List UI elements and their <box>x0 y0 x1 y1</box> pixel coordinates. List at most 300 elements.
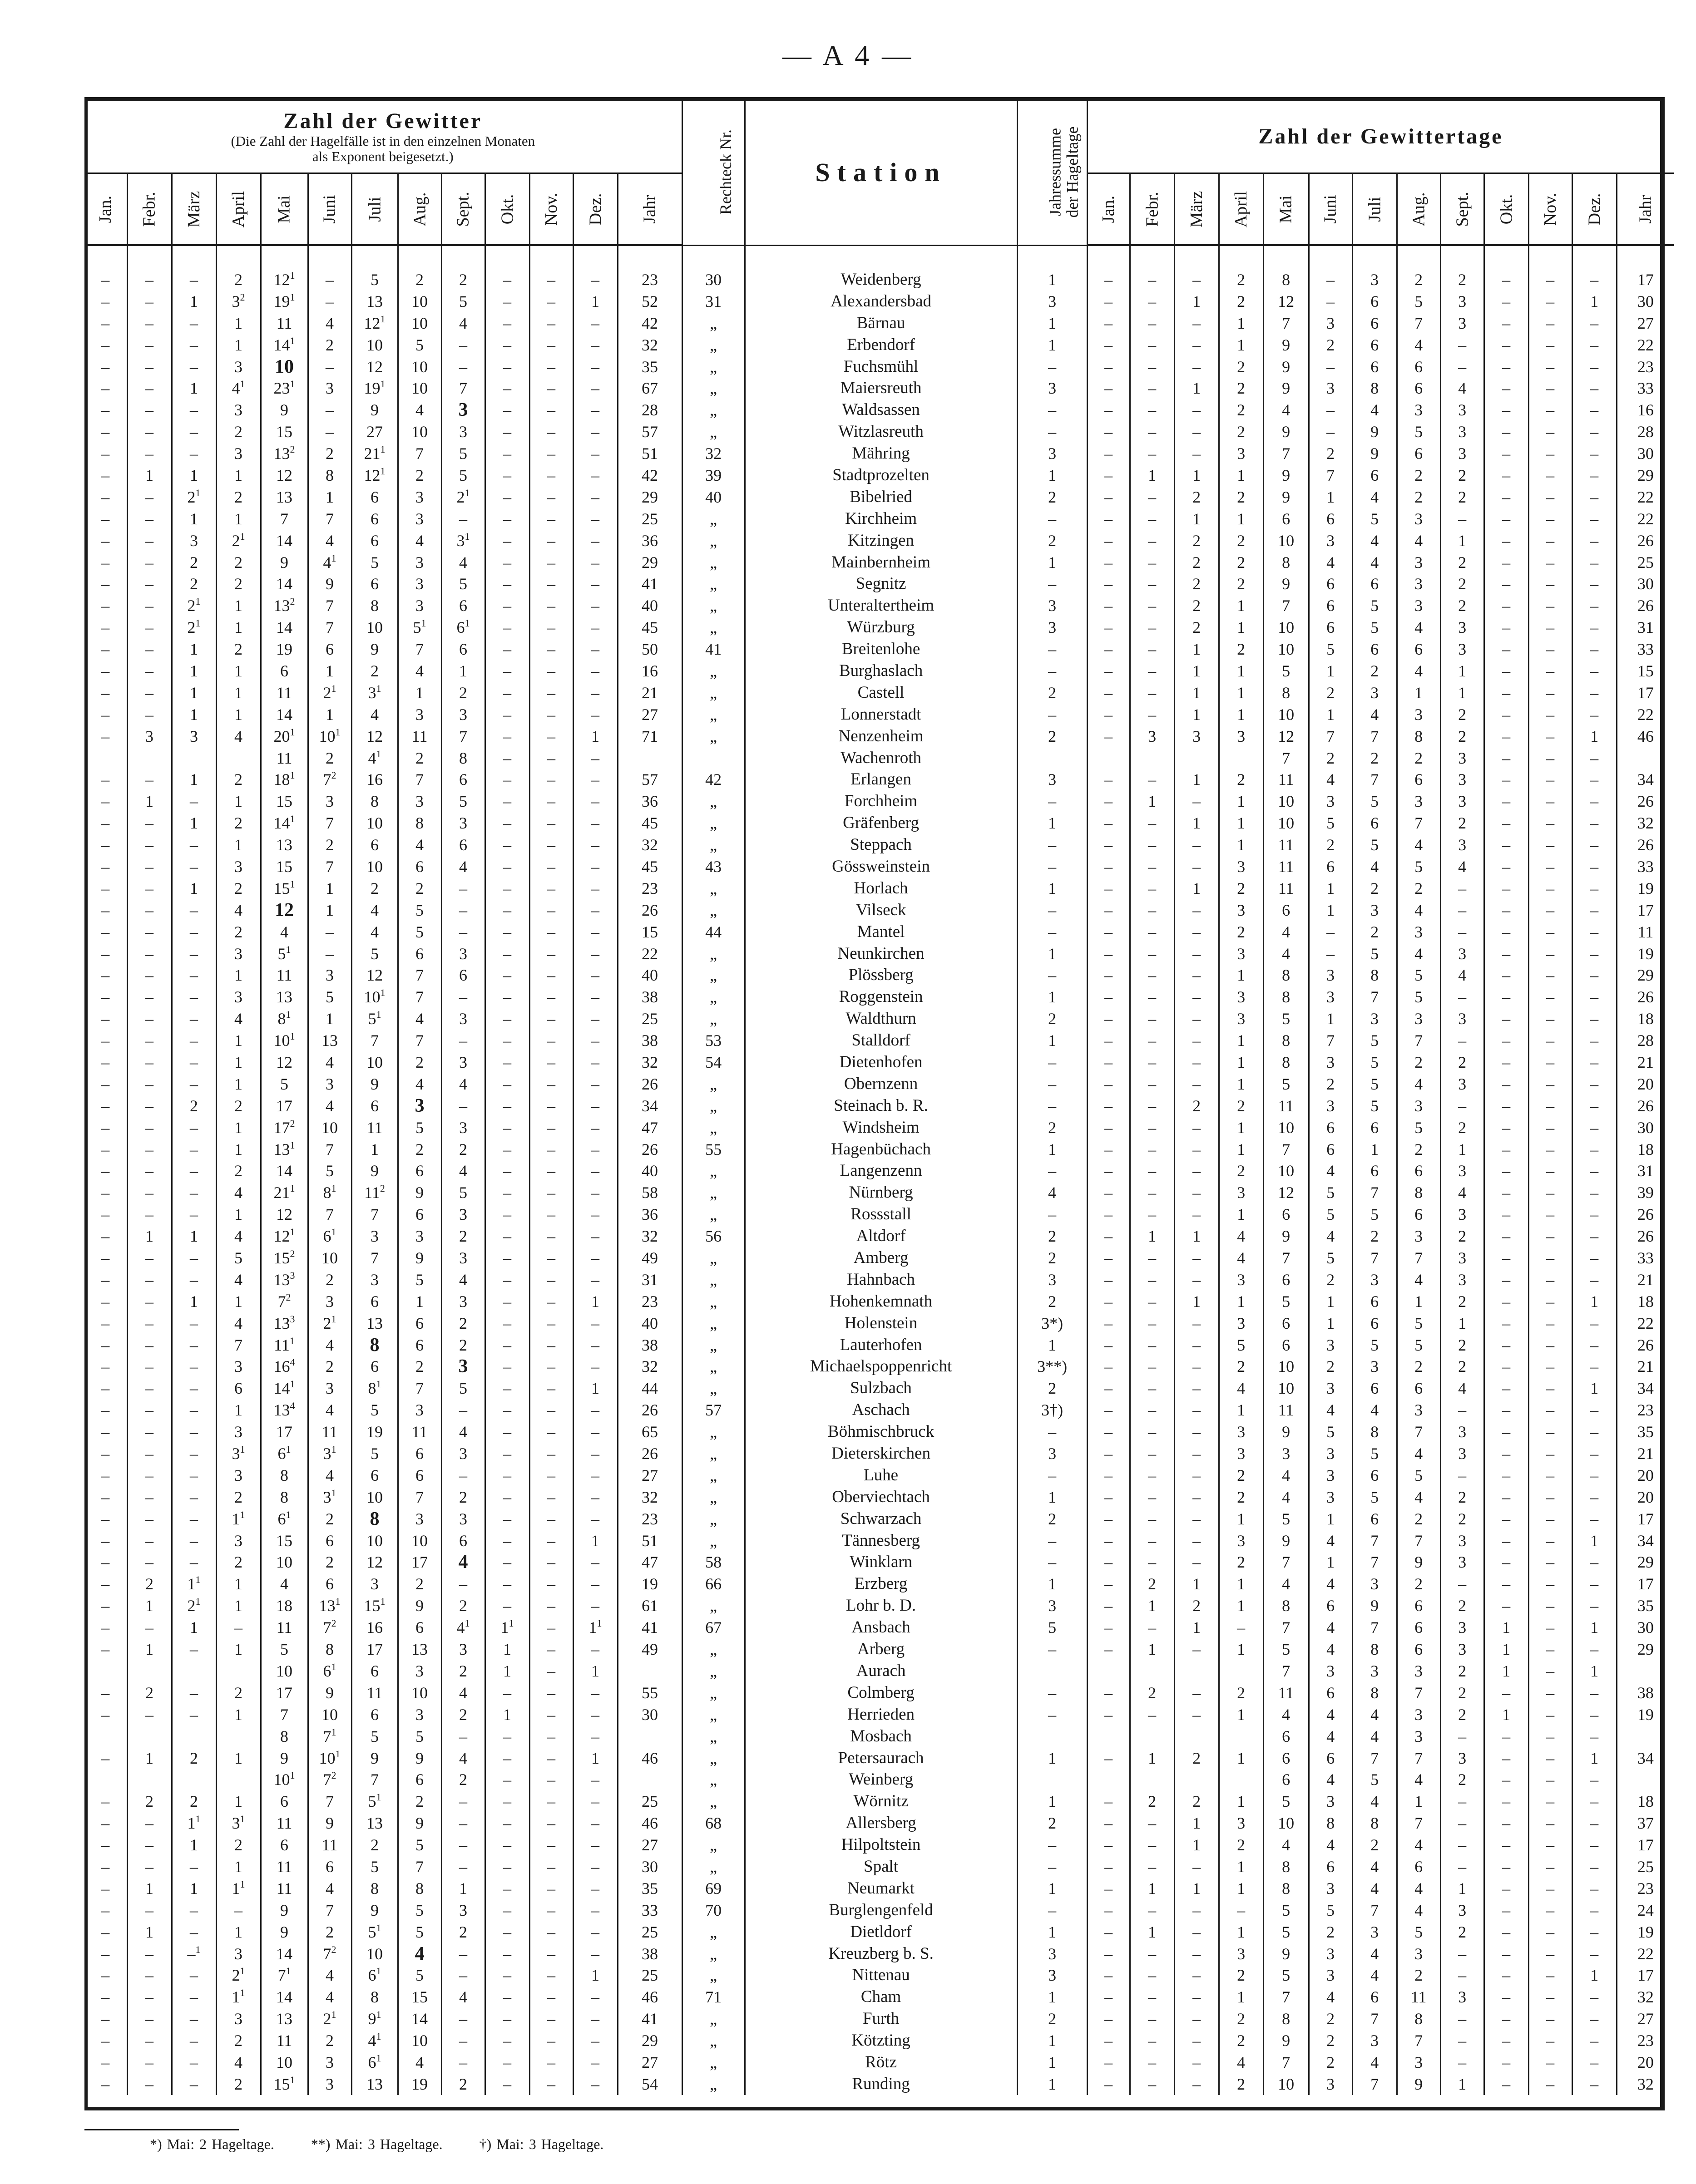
table-cell: – <box>1174 1986 1219 2008</box>
table-cell: – <box>84 1291 127 1312</box>
table-cell: 3 <box>1219 1443 1263 1464</box>
table-cell: „ <box>682 986 745 1008</box>
left-month-label: Febr. <box>140 191 159 227</box>
table-cell: – <box>127 595 172 616</box>
table-cell: – <box>127 986 172 1008</box>
table-cell: 5 <box>1219 1334 1263 1356</box>
table-cell: – <box>1484 595 1528 616</box>
table-cell: 23 <box>618 878 682 899</box>
table-cell: – <box>1130 399 1174 421</box>
table-cell: $7^2$ <box>261 1291 308 1312</box>
table-cell: 10 <box>1263 638 1309 660</box>
table-cell: 3 <box>216 1943 261 1965</box>
table-cell: 12 <box>261 899 308 921</box>
table-cell: – <box>485 2008 529 2030</box>
station-cell: Neunkirchen <box>745 943 1017 965</box>
table-cell: – <box>485 943 529 965</box>
table-cell: 7 <box>1352 1552 1397 1573</box>
table-cell: 3 <box>216 2008 261 2030</box>
table-cell: – <box>1017 1464 1087 1486</box>
table-cell: – <box>573 965 618 986</box>
table-cell: 2 <box>1309 1269 1352 1291</box>
table-cell: – <box>573 1464 618 1486</box>
table-cell: 2 <box>308 1269 351 1291</box>
table-cell: $6^1$ <box>308 1660 351 1682</box>
table-cell: 6 <box>1397 769 1440 790</box>
table-cell: – <box>1484 1073 1528 1095</box>
table-cell: – <box>1174 1638 1219 1660</box>
table-cell: 1 <box>1174 1617 1219 1638</box>
table-cell: 1 <box>308 660 351 682</box>
station-cell: Arberg <box>745 1638 1017 1660</box>
table-cell: $4^1$ <box>351 747 398 769</box>
table-cell: 5 <box>1352 1030 1397 1051</box>
table-cell: 2 <box>1219 1486 1263 1508</box>
table-cell <box>1087 1726 1130 1747</box>
table-cell: 6 <box>1309 1595 1352 1617</box>
table-cell: 1 <box>216 1747 261 1769</box>
table-cell: 4 <box>1397 1899 1440 1921</box>
table-cell: 2 <box>216 1682 261 1704</box>
table-cell: – <box>1484 399 1528 421</box>
table-cell: 4 <box>1440 377 1484 399</box>
table-cell: – <box>573 856 618 878</box>
table-cell: – <box>172 1856 216 1878</box>
table-cell: 4 <box>1352 704 1397 725</box>
table-cell: – <box>127 573 172 595</box>
table-cell: 6 <box>398 1203 441 1225</box>
table-cell: 8 <box>1352 1421 1397 1443</box>
table-cell: 28 <box>1637 423 1654 441</box>
table-cell: – <box>1130 1812 1174 1834</box>
table-cell: 2 <box>1219 2073 1263 2095</box>
table-cell: – <box>1572 856 1617 878</box>
right-month-header <box>1528 173 1572 246</box>
table-cell: – <box>1017 1203 1087 1225</box>
table-cell: – <box>573 1682 618 1704</box>
table-cell: 11 <box>261 1856 308 1878</box>
table-cell: – <box>1017 1421 1087 1443</box>
table-row <box>84 399 1674 421</box>
table-cell: „ <box>682 682 745 704</box>
table-cell: – <box>216 1899 261 1921</box>
table-cell: 5 <box>1352 1051 1397 1073</box>
table-cell: 7 <box>441 377 485 399</box>
table-cell: – <box>1572 1486 1617 1508</box>
table-cell: – <box>1174 1117 1219 1139</box>
table-cell: – <box>485 421 529 443</box>
table-cell: 1 <box>216 704 261 725</box>
table-cell: – <box>1528 573 1572 595</box>
table-cell: 1 <box>1219 1051 1263 1073</box>
table-cell: 7 <box>1263 1139 1309 1160</box>
table-cell: „ <box>682 899 745 921</box>
table-cell: – <box>1484 878 1528 899</box>
table-cell: – <box>573 377 618 399</box>
table-row <box>84 334 1674 356</box>
table-cell: – <box>529 508 573 530</box>
table-cell: – <box>529 1464 573 1486</box>
table-cell: 7 <box>308 1203 351 1225</box>
table-cell: $1^1$ <box>216 1986 261 2008</box>
table-cell: – <box>1572 1421 1617 1443</box>
table-cell: – <box>1484 660 1528 682</box>
table-cell: 2 <box>308 1552 351 1573</box>
table-cell: 3 <box>1397 921 1440 943</box>
table-cell: – <box>1130 1530 1174 1552</box>
table-cell: 8 <box>398 812 441 834</box>
table-cell: 30 <box>618 1856 682 1878</box>
table-cell: 26 <box>1637 792 1654 811</box>
table-cell: – <box>441 2008 485 2030</box>
table-cell: 3 <box>1174 725 1219 747</box>
table-cell: – <box>441 1790 485 1812</box>
table-cell: 4 <box>1309 1225 1352 1247</box>
table-cell: – <box>1087 1334 1130 1356</box>
table-cell: 6 <box>398 1617 441 1638</box>
table-cell: 9 <box>308 573 351 595</box>
table-cell: – <box>485 2030 529 2051</box>
table-cell: – <box>1130 1051 1174 1073</box>
table-cell: 2 <box>1219 552 1263 573</box>
table-cell: 2 <box>441 1704 485 1726</box>
table-cell: – <box>1130 1073 1174 1095</box>
table-row <box>84 552 1674 573</box>
table-cell: – <box>1572 443 1617 464</box>
table-cell: 2 <box>1219 486 1263 508</box>
rechteck-header <box>682 100 745 245</box>
table-cell: 4 <box>1397 530 1440 552</box>
table-cell: 3 <box>398 1508 441 1530</box>
table-cell: 1 <box>1174 769 1219 790</box>
table-cell: – <box>573 1595 618 1617</box>
table-cell: 41 <box>618 2008 682 2030</box>
table-cell: 2 <box>1219 1356 1263 1378</box>
table-row <box>84 269 1674 291</box>
table-cell: 7 <box>1397 1421 1440 1443</box>
table-cell: 1 <box>216 595 261 616</box>
table-cell: – <box>1484 769 1528 790</box>
table-cell: „ <box>682 1008 745 1030</box>
table-cell: 3 <box>1440 1421 1484 1443</box>
table-cell: 4 <box>216 1225 261 1247</box>
table-cell: 12 <box>261 1203 308 1225</box>
table-cell: 3 <box>216 399 261 421</box>
table-cell: 55 <box>618 1682 682 1704</box>
table-cell: 1 <box>1572 725 1617 747</box>
table-cell: 20 <box>1637 1075 1654 1093</box>
table-cell: – <box>573 1769 618 1790</box>
table-cell: – <box>1572 1726 1617 1747</box>
table-cell: $5^1$ <box>351 1008 398 1030</box>
table-cell: – <box>529 943 573 965</box>
table-cell: 3 <box>1219 943 1263 965</box>
table-cell: – <box>84 1160 127 1182</box>
table-row <box>84 1160 1674 1182</box>
table-cell: 7 <box>351 1769 398 1790</box>
station-cell: Erbendorf <box>745 334 1017 356</box>
table-cell: 2 <box>1174 1747 1219 1769</box>
table-cell: 26 <box>1637 597 1654 615</box>
table-cell: – <box>84 1986 127 2008</box>
table-cell: – <box>308 421 351 443</box>
table-cell: 2 <box>172 1790 216 1812</box>
table-cell: 1 <box>1572 1530 1617 1552</box>
table-cell: 4 <box>216 1182 261 1203</box>
table-cell: 2 <box>1219 399 1263 421</box>
table-cell: – <box>1087 1834 1130 1856</box>
table-cell <box>84 1660 127 1682</box>
table-cell: – <box>1130 1943 1174 1965</box>
table-cell: „ <box>682 573 745 595</box>
table-cell: 3 <box>441 812 485 834</box>
table-cell: 1 <box>1130 1921 1174 1943</box>
table-cell: 53 <box>682 1030 745 1051</box>
table-cell: 2 <box>1352 660 1397 682</box>
table-cell: 4 <box>1263 943 1309 965</box>
table-cell: 1 <box>172 638 216 660</box>
table-cell: 12 <box>1263 725 1309 747</box>
table-cell: 4 <box>308 1399 351 1421</box>
table-cell: 4 <box>308 1051 351 1073</box>
table-cell: 3 <box>1017 1595 1087 1617</box>
table-cell: 3 <box>1219 443 1263 464</box>
table-cell: 5 <box>441 790 485 812</box>
table-cell: – <box>1130 1139 1174 1160</box>
table-cell: – <box>308 356 351 378</box>
left-month-label: Mai <box>275 195 294 223</box>
table-cell: – <box>485 1530 529 1552</box>
table-cell: 7 <box>1263 443 1309 464</box>
table-cell: „ <box>682 790 745 812</box>
table-cell: – <box>84 1530 127 1552</box>
table-cell: 5 <box>1397 1334 1440 1356</box>
table-cell: – <box>1017 1856 1087 1878</box>
table-row <box>84 1769 1674 1790</box>
table-cell: 5 <box>1263 1964 1309 1986</box>
table-cell: – <box>172 1921 216 1943</box>
table-row <box>84 356 1674 378</box>
table-cell: 7 <box>1263 1986 1309 2008</box>
table-cell: 54 <box>618 2073 682 2095</box>
table-cell: $10^1$ <box>261 1769 308 1790</box>
table-row <box>84 812 1674 834</box>
table-cell: 34 <box>1637 1749 1654 1767</box>
table-cell: 15 <box>261 1530 308 1552</box>
station-cell: Allersberg <box>745 1812 1017 1834</box>
table-cell: – <box>485 1356 529 1378</box>
table-cell: 2 <box>1219 1095 1263 1117</box>
right-month-label: Mai <box>1276 195 1296 223</box>
table-cell: 7 <box>1352 1182 1397 1203</box>
table-cell: – <box>84 1486 127 1508</box>
table-cell: 1 <box>1219 1704 1263 1726</box>
table-cell: 23 <box>1637 1879 1654 1898</box>
table-cell: – <box>1130 1203 1174 1225</box>
table-cell: – <box>1484 1769 1528 1790</box>
table-cell: 2 <box>216 1095 261 1117</box>
table-cell: 49 <box>618 1638 682 1660</box>
table-cell: – <box>84 1812 127 1834</box>
station-cell: Weidenberg <box>745 269 1017 291</box>
table-cell: – <box>1017 899 1087 921</box>
table-cell: – <box>1017 704 1087 725</box>
station-cell: Oberviechtach <box>745 1486 1017 1508</box>
table-cell: 5 <box>1397 965 1440 986</box>
left-subtitle-1: (Die Zahl der Hagelfälle ist in den einzelnen Monaten <box>231 133 535 149</box>
table-cell: 25 <box>618 508 682 530</box>
table-cell: 3 <box>1397 1704 1440 1726</box>
table-cell: 1 <box>216 1856 261 1878</box>
station-cell: Bärnau <box>745 312 1017 334</box>
table-cell: – <box>1528 269 1572 291</box>
table-row <box>84 1356 1674 1378</box>
table-cell: $8^1$ <box>351 1377 398 1399</box>
table-cell: – <box>573 1356 618 1378</box>
table-cell: 21 <box>1637 1357 1654 1376</box>
table-cell: 25 <box>1637 1857 1654 1876</box>
table-cell: 6 <box>351 1095 398 1117</box>
station-cell: Mantel <box>745 921 1017 943</box>
table-cell: – <box>1484 1291 1528 1312</box>
table-cell: – <box>1130 638 1174 660</box>
table-cell: 3 <box>308 1291 351 1312</box>
table-cell: 6 <box>1309 1139 1352 1160</box>
table-cell: 2 <box>1440 269 1484 291</box>
table-cell: 3 <box>398 1660 441 1682</box>
table-cell: 3 <box>398 486 441 508</box>
table-cell: – <box>1572 1986 1617 2008</box>
table-cell: 5 <box>1352 616 1397 638</box>
table-cell: – <box>172 1552 216 1573</box>
table-cell: 4 <box>398 399 441 421</box>
table-cell: – <box>1528 1834 1572 1856</box>
table-cell: 6 <box>1397 377 1440 399</box>
right-month-label: Febr. <box>1142 191 1162 227</box>
table-cell: 1 <box>308 899 351 921</box>
table-cell: 29 <box>1637 1640 1654 1659</box>
table-cell: $6^1$ <box>441 616 485 638</box>
table-cell: 6 <box>1397 1377 1440 1399</box>
table-cell: – <box>1174 1269 1219 1291</box>
table-cell: 3 <box>1440 769 1484 790</box>
table-cell: – <box>127 1530 172 1552</box>
table-cell: – <box>1528 943 1572 965</box>
table-cell: „ <box>682 812 745 834</box>
table-cell: 2 <box>216 573 261 595</box>
table-cell: – <box>127 1051 172 1073</box>
table-cell: 11 <box>1263 1095 1309 1117</box>
table-cell: – <box>127 2051 172 2073</box>
table-cell: 2 <box>216 269 261 291</box>
table-cell: – <box>127 1617 172 1638</box>
table-cell: – <box>485 986 529 1008</box>
table-cell: 19 <box>618 1573 682 1595</box>
table-cell: 16 <box>351 1617 398 1638</box>
table-cell: – <box>1087 1356 1130 1378</box>
table-cell: 11 <box>261 2030 308 2051</box>
table-cell: 13 <box>351 1312 398 1334</box>
table-cell: $5^1$ <box>261 943 308 965</box>
table-cell: 13 <box>261 486 308 508</box>
table-cell: – <box>529 1312 573 1334</box>
table-cell: – <box>1130 1312 1174 1334</box>
table-cell: 3 <box>441 704 485 725</box>
table-cell: 1 <box>1130 1878 1174 1899</box>
table-cell: 5 <box>398 1117 441 1139</box>
station-cell: Lauterhofen <box>745 1334 1017 1356</box>
table-row <box>84 943 1674 965</box>
table-cell: – <box>529 747 573 769</box>
table-cell: – <box>1309 921 1352 943</box>
table-cell: 56 <box>682 1225 745 1247</box>
table-cell: – <box>1017 1530 1087 1552</box>
table-cell: 1 <box>1309 486 1352 508</box>
table-cell: 5 <box>1352 1334 1397 1356</box>
table-cell: – <box>127 1834 172 1856</box>
table-cell: – <box>1528 704 1572 725</box>
table-cell: – <box>1087 1247 1130 1269</box>
table-cell: 40 <box>618 1160 682 1182</box>
station-cell: Burglengenfeld <box>745 1899 1017 1921</box>
table-cell: 13 <box>398 1638 441 1660</box>
table-cell: 7 <box>308 856 351 878</box>
table-cell: – <box>127 1008 172 1030</box>
table-cell: – <box>529 1203 573 1225</box>
table-row <box>84 1986 1674 2008</box>
table-cell: – <box>127 1356 172 1378</box>
table-cell: – <box>84 552 127 573</box>
table-cell: 34 <box>618 1095 682 1117</box>
table-cell: – <box>1484 377 1528 399</box>
table-cell: – <box>573 508 618 530</box>
table-cell: 8 <box>1352 377 1397 399</box>
table-cell: 3 <box>1397 573 1440 595</box>
table-cell: – <box>529 1573 573 1595</box>
table-cell: 5 <box>1263 1790 1309 1812</box>
table-cell: – <box>1130 1443 1174 1464</box>
table-cell: – <box>1017 1638 1087 1660</box>
table-cell: – <box>485 2073 529 2095</box>
table-cell: 1 <box>1174 1225 1219 1247</box>
table-cell: – <box>84 1856 127 1878</box>
table-cell: – <box>573 1943 618 1965</box>
table-cell: – <box>529 1182 573 1203</box>
table-cell <box>84 747 127 769</box>
table-cell: – <box>1484 312 1528 334</box>
table-cell: – <box>1572 1160 1617 1182</box>
left-subtitle-2: als Exponent beigesetzt.) <box>312 148 454 164</box>
table-cell: – <box>573 747 618 769</box>
table-cell: 8 <box>1352 965 1397 986</box>
table-cell <box>172 747 216 769</box>
table-cell: 8 <box>351 595 398 616</box>
table-cell: – <box>1174 2030 1219 2051</box>
table-cell: 22 <box>1637 1314 1654 1332</box>
table-cell: 2 <box>1440 1595 1484 1617</box>
table-cell: 10 <box>398 312 441 334</box>
table-cell: – <box>1174 1008 1219 1030</box>
table-cell: – <box>1484 1573 1528 1595</box>
table-cell: – <box>485 443 529 464</box>
table-cell: 66 <box>682 1573 745 1595</box>
table-cell: – <box>1017 399 1087 421</box>
right-month-header <box>1617 173 1674 246</box>
table-cell: 15 <box>618 921 682 943</box>
table-cell: 67 <box>618 377 682 399</box>
table-cell: 21 <box>618 682 682 704</box>
table-cell: „ <box>682 1682 745 1704</box>
